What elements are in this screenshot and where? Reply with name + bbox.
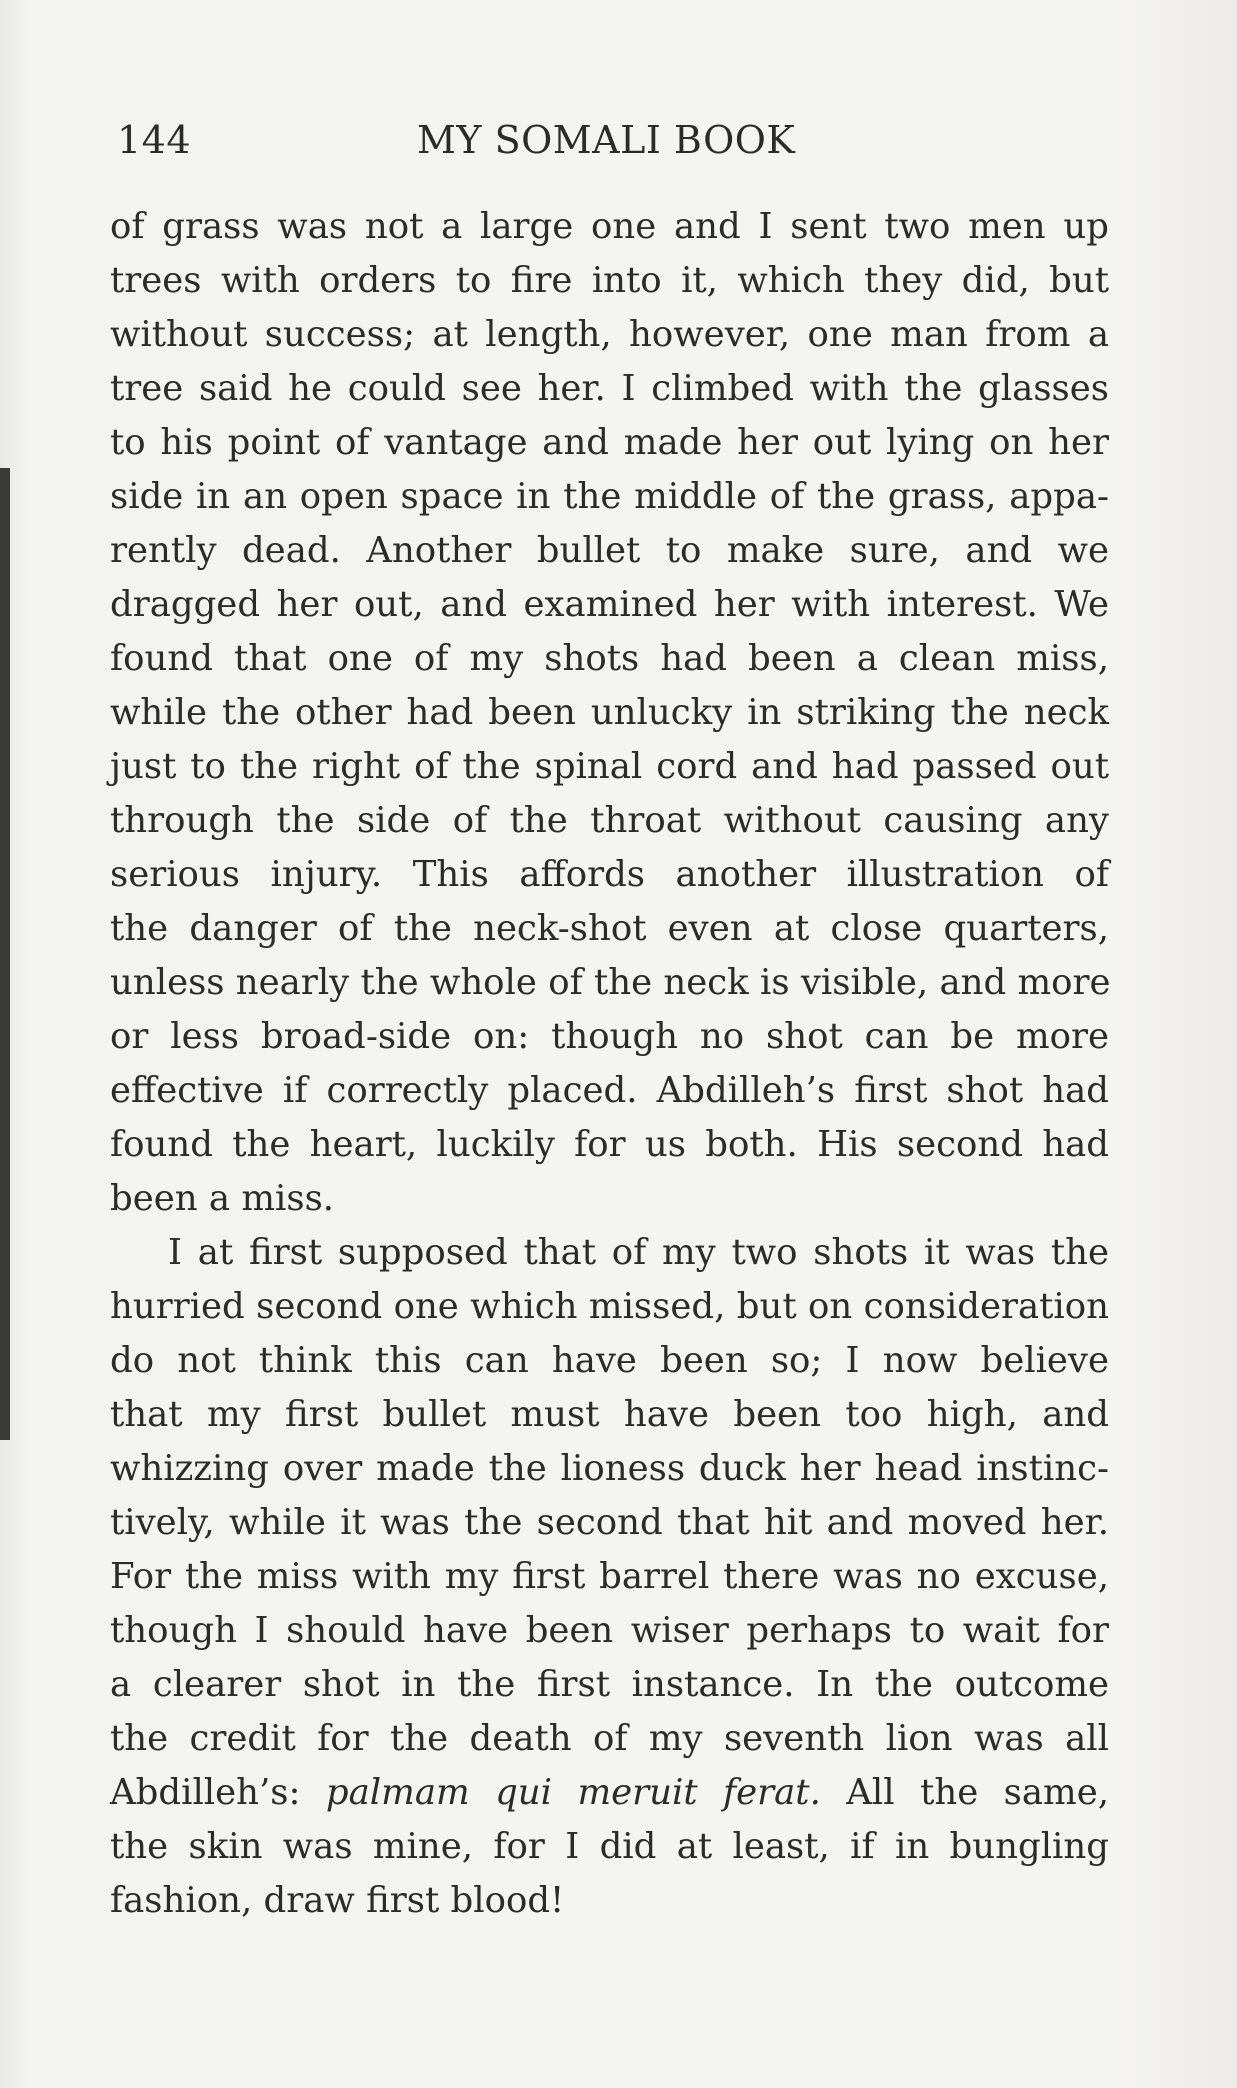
text-line: a clearer shot in the first instance. In the outcome	[110, 1664, 1109, 1705]
text-segment: All the same,	[846, 1772, 1109, 1813]
running-title: MY SOMALI BOOK	[417, 118, 796, 162]
text-line: trees with orders to fire into it, which they did, but	[110, 260, 1109, 301]
page-number: 144	[117, 118, 192, 162]
text-line: hurried second one which missed, but on consideration	[110, 1286, 1109, 1327]
text-line: For the miss with my first barrel there was no excuse,	[110, 1556, 1109, 1597]
running-head	[117, 118, 1110, 168]
text-line: the danger of the neck-shot even at close quarters,	[110, 908, 1109, 949]
text-line: to his point of vantage and made her out lying on her	[110, 422, 1109, 463]
text-line: do not think this can have been so; I now believe	[110, 1340, 1109, 1381]
text-line: been a miss.	[110, 1178, 335, 1219]
text-line: though I should have been wiser perhaps to wait for	[110, 1610, 1109, 1651]
text-line: that my first bullet must have been too high, and	[110, 1394, 1109, 1435]
text-segment: Abdilleh’s:	[110, 1772, 301, 1813]
text-line: through the side of the throat without causing any	[110, 800, 1109, 841]
text-line: effective if correctly placed. Abdilleh’s first shot had	[110, 1070, 1109, 1111]
text-line: serious injury. This affords another illustration of	[110, 854, 1109, 895]
text-line: side in an open space in the middle of the grass, appa-	[110, 476, 1109, 517]
text-line: while the other had been unlucky in striking the neck	[110, 692, 1109, 733]
text-line: rently dead. Another bullet to make sure, and we	[110, 530, 1109, 571]
text-line: of grass was not a large one and I sent two men up	[110, 206, 1109, 247]
text-line: without success; at length, however, one man from a	[110, 314, 1109, 355]
text-line: fashion, draw first blood!	[110, 1880, 565, 1921]
binding-edge-shadow	[0, 468, 10, 1440]
text-line: or less broad-side on: though no shot can be more	[110, 1016, 1109, 1057]
text-line: just to the right of the spinal cord and had passed out	[110, 746, 1109, 787]
text-line: found the heart, luckily for us both. His second had	[110, 1124, 1109, 1165]
text-line: found that one of my shots had been a clean miss,	[110, 638, 1109, 679]
latin-quotation: palmam qui meruit ferat.	[325, 1772, 821, 1813]
text-line: I at first supposed that of my two shots it was the	[168, 1232, 1109, 1273]
text-line: unless nearly the whole of the neck is visible, and more	[110, 962, 1111, 1003]
text-line-latin-quote	[110, 1766, 1109, 1820]
text-line: the credit for the death of my seventh lion was all	[110, 1718, 1109, 1759]
text-line: the skin was mine, for I did at least, if in bungling	[110, 1826, 1109, 1867]
text-line: tively, while it was the second that hit and moved her.	[110, 1502, 1109, 1543]
body-text	[110, 200, 1109, 1928]
text-line: dragged her out, and examined her with interest. We	[110, 584, 1109, 625]
text-line: whizzing over made the lioness duck her head instinc-	[110, 1448, 1109, 1489]
text-line: tree said he could see her. I climbed with the glasses	[110, 368, 1109, 409]
